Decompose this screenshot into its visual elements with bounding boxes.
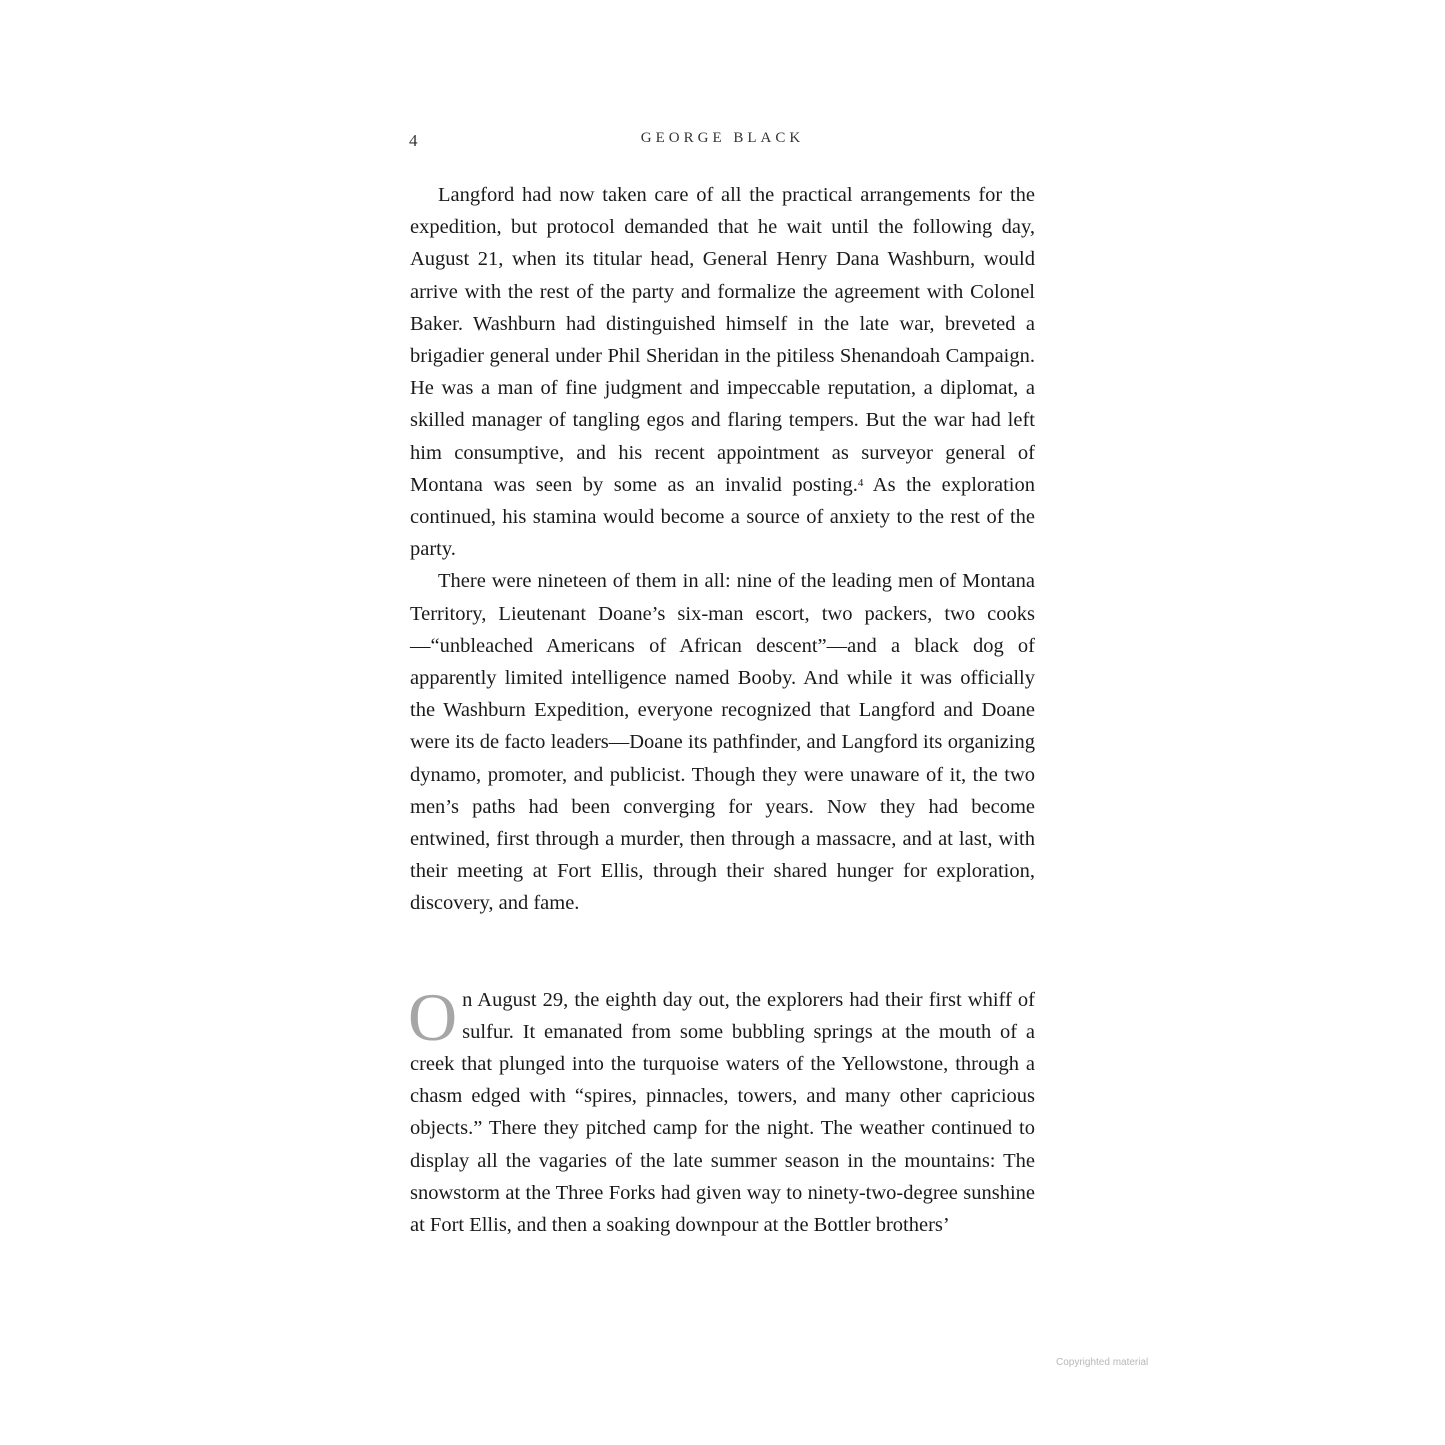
paragraph-3 [408, 978, 1035, 1242]
paragraph-1-text: Langford had now taken care of all the practical arrangements for the expedition, but protocol demanded that he wait until the following day, August 21, when its titular head, General Henry Dana Washburn, would arrive with the rest of the party and formalize the agreement with Colonel Baker. Washburn had distinguished himself in the late war, breveted a brigadier general under Phil Sheridan in the pitiless Shenandoah Campaign. He was a man of fine judgment and impeccable reputation, a diplomat, a skilled manager of tangling egos and flaring tempers. But the war had left him consumptive, and his recent appointment as surveyor general of Montana was seen by some as an invalid posting. [410, 184, 1035, 496]
paragraph-1-continued: As the exploration continued, his stamina would become a source of anxiety to the rest of the party. [410, 473, 1035, 561]
drop-cap: O [408, 978, 458, 1055]
footnote-marker: 4 [857, 476, 864, 489]
body-text [410, 179, 1035, 1241]
copyright-watermark: Copyrighted material [1056, 1357, 1149, 1368]
running-head: GEORGE BLACK [640, 130, 805, 146]
paragraph-3-text: n August 29, the eighth day out, the explorers had their first whiff of sulfur. It emanated from some bubbling springs at the mouth of a creek that plunged into the turquoise waters of the Yellowstone, through a chasm edged with “spires, pinnacles, towers, and many other capricious objects.” There they pitched camp for the night. The weather continued to display all the vagaries of the late summer season in the mountains: The snowstorm at the Three Forks had given way to ninety-two-degree sunshine at Fort Ellis, and then a soaking downpour at the Bottler brothers’ [410, 988, 1035, 1237]
page-number: 4 [409, 131, 418, 150]
paragraph-2: There were nineteen of them in all: nine of the leading men of Montana Territory, Lieutenant Doane’s six-man escort, two packers, two cooks—“unbleached Americans of African descent”—and a black dog of apparently limited intelligence named Booby. And while it was officially the Washburn Expedition, everyone recognized that Langford and Doane were its de facto leaders—Doane its pathfinder, and Langford its organizing dynamo, promoter, and publicist. Though they were unaware of it, the two men’s paths had been converging for years. Now they had become entwined, first through a murder, then through a massacre, and at last, with their meeting at Fort Ellis, through their shared hunger for exploration, discovery, and fame. [410, 570, 1035, 915]
paragraph-1 [410, 179, 1035, 565]
section-break [410, 920, 1035, 984]
